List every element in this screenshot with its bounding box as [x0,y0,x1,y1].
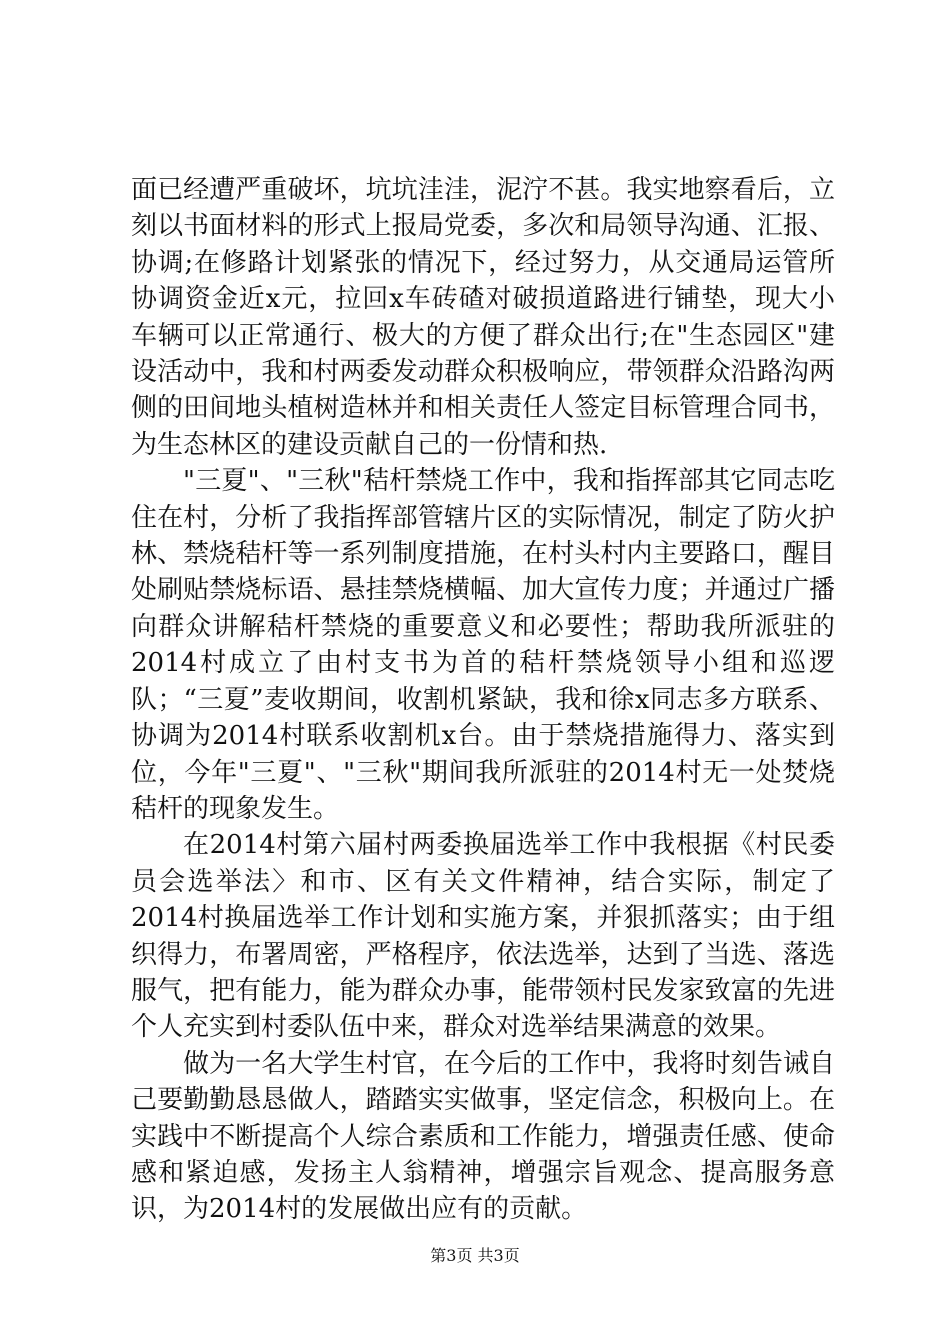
document-body [131,172,835,1228]
paragraph-conclusion: 做为一名大学生村官，在今后的工作中，我将时刻告诫自己要勤勤恳恳做人，踏踏实实做事，坚定信念，积极向上。在实践中不断提高个人综合素质和工作能力，增强责任感、使命感和紧迫感，发扬主人翁精神，增强宗旨观念、提高服务意识，为2014村的发展做出应有的贡献。 [131,1048,835,1225]
page-number-footer: 第3页 共3页 [430,1246,520,1265]
paragraph-village-election: 在2014村第六届村两委换届选举工作中我根据《村民委员会选举法〉和市、区有关文件精神，结合实际，制定了2014村换届选举工作计划和实施方案，并狠抓落实；由于组织得力，布署周密，严格程序，依法选举，达到了当选、落选服气，把有能力，能为群众办事，能带领村民发家致富的先进个人充实到村委队伍中来，群众对选举结果满意的效果。 [131,830,835,1043]
paragraph-straw-burning-ban: "三夏"、"三秋"秸杆禁烧工作中，我和指挥部其它同志吃住在村，分析了我指挥部管辖片区的实际情况，制定了防火护林、禁烧秸杆等一系列制度措施，在村头村内主要路口，醒目处刷贴禁烧标语、悬挂禁烧横幅、加大宣传力度；并通过广播向群众讲解秸杆禁烧的重要意义和必要性；帮助我所派驻的2014村成立了由村支书为首的秸杆禁烧领导小组和巡逻队；“三夏”麦收期间，收割机紧缺，我和徐x同志多方联系、协调为2014村联系收割机x台。由于禁烧措施得力、落实到位，今年"三夏"、"三秋"期间我所派驻的2014村无一处焚烧秸杆的现象发生。 [131,466,835,824]
paragraph-continuation: 面已经遭严重破坏，坑坑洼洼，泥泞不甚。我实地察看后，立刻以书面材料的形式上报局党委，多次和局领导沟通、汇报、协调;在修路计划紧张的情况下，经过努力，从交通局运管所协调资金近x元，拉回x车砖碴对破损道路进行铺垫，现大小车辆可以正常通行、极大的方便了群众出行;在"生态园区"建设活动中，我和村两委发动群众积极响应，带领群众沿路沟两侧的田间地头植树造林并和相关责任人签定目标管理合同书，为生态林区的建设贡献自己的一份情和热. [131,175,835,460]
